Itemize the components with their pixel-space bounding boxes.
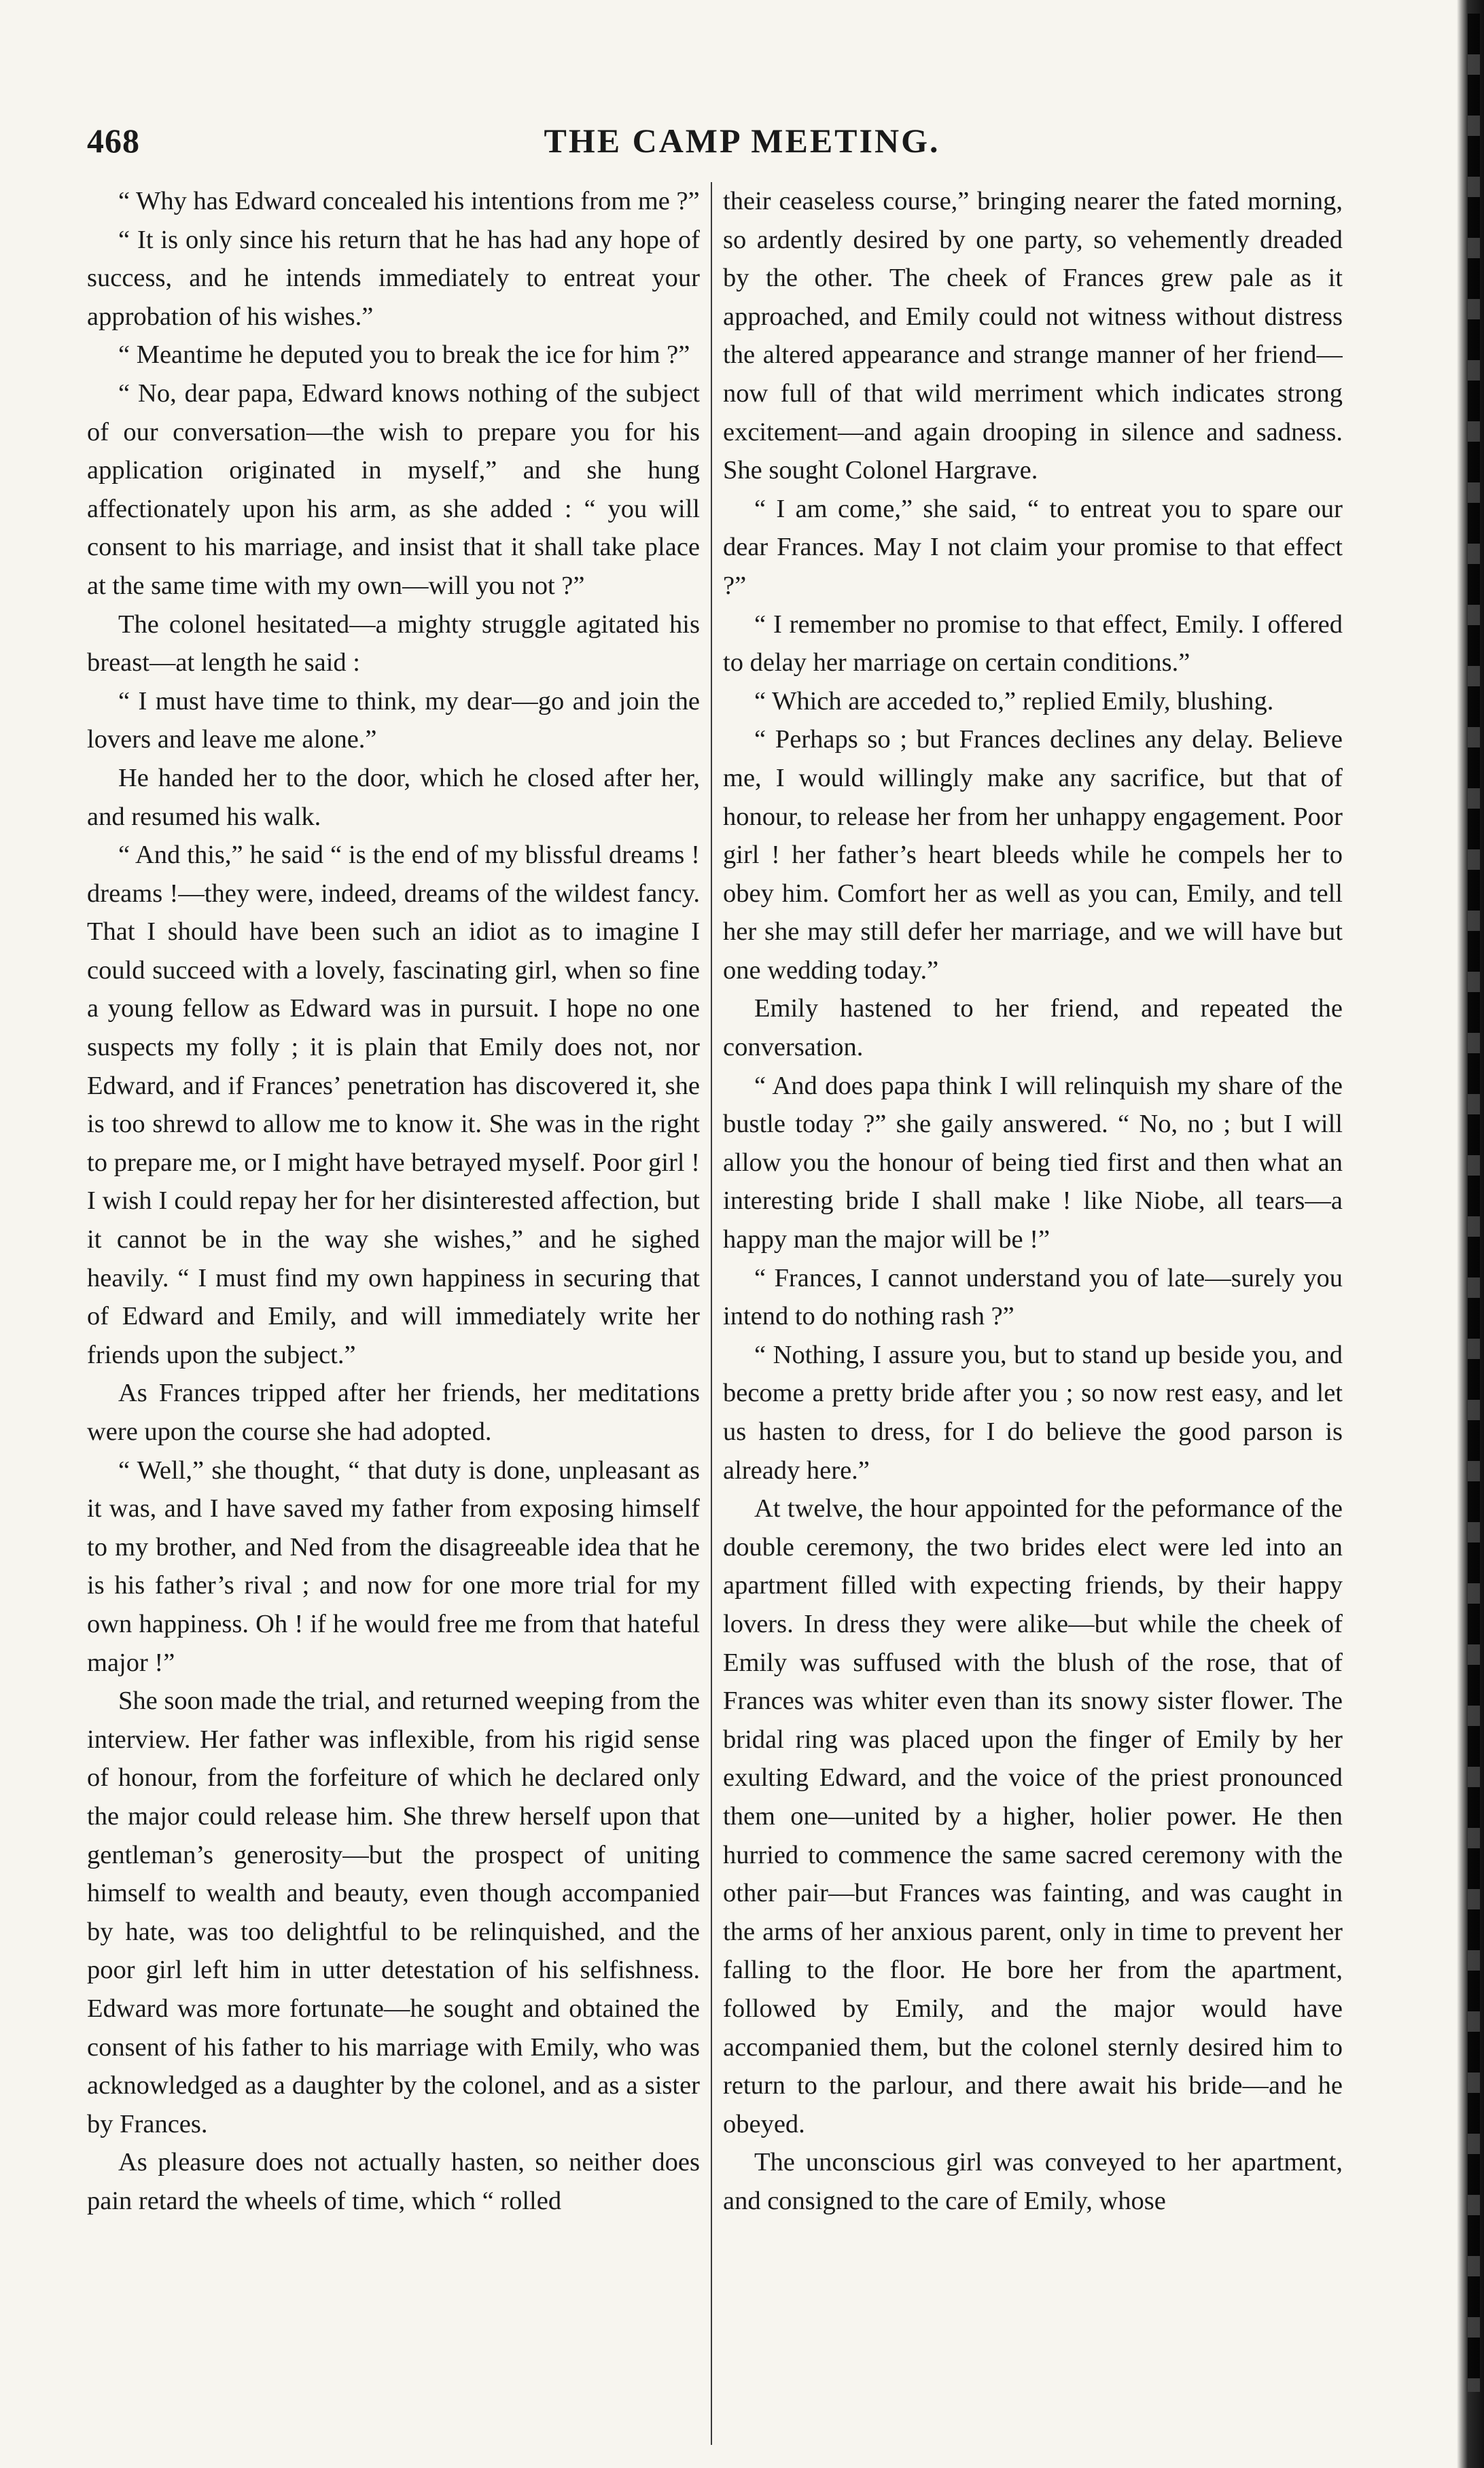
paragraph: As pleasure does not actually hasten, so neither does pain retard the wheels of time, which “ rolled xyxy=(87,2148,700,2215)
paragraph: “ Perhaps so ; but Frances declines any delay. Believe me, I would willingly make any sacrifice, but that of honour, to release her from her unhappy engagement. Poor girl ! her father’s heart bleeds while he compels her to obey him. Comfort her as well as you can, Emily, and tell her she may still defer her marriage, and we will have but one wedding today.” xyxy=(723,725,1343,985)
paragraph: “ Nothing, I assure you, but to stand up beside you, and become a pretty bride after you ; so now rest easy, and let us hasten to dress, for I do believe the good parson is already here.” xyxy=(723,1340,1343,1485)
page-number: 468 xyxy=(87,122,140,160)
paragraph: “ I remember no promise to that effect, Emily. I offered to delay her marriage on certain conditions.” xyxy=(723,610,1343,677)
paragraph: “ And does papa think I will relinquish my share of the bustle today ?” she gaily answered. “ No, no ; but I will allow you the honour of being tied first and then what an interesting bride I shall make ! like Niobe, all tears—a happy man the major will be !” xyxy=(723,1071,1343,1254)
paragraph: “ Meantime he deputed you to break the ice for him ?” xyxy=(118,340,690,370)
paragraph: At twelve, the hour appointed for the peformance of the double ceremony, the two brides elect were led into an apartment filled with expecting friends, by their happy lovers. In dress they were alike—but while the cheek of Emily was suffused with the blush of the rose, that of Frances was whiter even than its snowy sister flower. The bridal ring was placed upon the finger of Emily by her exulting Edward, and the voice of the priest pronounced them one—united by a higher, holier power. He then hurried to commence the same sacred ceremony with the other pair—but Frances was fainting, and was caught in the arms of her anxious parent, only in time to prevent her falling to the floor. He bore her from the apartment, followed by Emily, and the major would have accompanied them, but the colonel sternly desired him to return to the parlour, and there await his bride—and he obeyed. xyxy=(723,1494,1343,2138)
binding-edge xyxy=(1468,14,1480,2392)
paragraph: “ And this,” he said “ is the end of my blissful dreams ! dreams !—they were, indeed, dreams of the wildest fancy. That I should have been such an idiot as to imagine I could succeed with a lovely, fascinating girl, when so fine a young fellow as Edward was in pursuit. I hope no one suspects my folly ; it is plain that Emily does not, nor Edward, and if Frances’ penetration has discovered it, she is too shrewd to allow me to know it. She was in the right to prepare me, or I might have betrayed myself. Poor girl ! I wish I could repay her for her disinterested affection, but it cannot be in the way she wishes,” and he sighed heavily. “ I must find my own happiness in securing that of Edward and Emily, and will immediately write her friends upon the subject.” xyxy=(87,841,700,1369)
paragraph: “ No, dear papa, Edward knows nothing of the subject of our conversation—the wish to prepare you for his application originated in myself,” and she hung affectionately upon his arm, as she added : “ you will consent to his marriage, and insist that it shall take place at the same time with my own—will you not ?” xyxy=(87,378,700,600)
left-column xyxy=(87,182,700,2452)
paragraph: The unconscious girl was conveyed to her apartment, and consigned to the care of Emily, whose xyxy=(723,2148,1343,2215)
paragraph: “ Well,” she thought, “ that duty is done, unpleasant as it was, and I have saved my father from exposing himself to my brother, and Ned from the disagreeable idea that he is his father’s rival ; and now for one more trial for my own happiness. Oh ! if he would free me from that hateful major !” xyxy=(87,1456,700,1677)
paragraph: “ I am come,” she said, “ to entreat you to spare our dear Frances. May I not claim your promise to that effect ?” xyxy=(723,494,1343,600)
right-column xyxy=(723,182,1343,2452)
paragraph: She soon made the trial, and returned weeping from the interview. Her father was inflexible, from his rigid sense of honour, from the forfeiture of which he declared only the major could release him. She threw herself upon that gentleman’s generosity—but the prospect of uniting himself to wealth and beauty, even though accompanied by hate, was too delightful to be relinquished, and the poor girl left him in utter detestation of his selfishness. Edward was more fortunate—he sought and obtained the consent of his father to his marriage with Emily, who was acknowledged as a daughter by the colonel, and as a sister by Frances. xyxy=(87,1687,700,2138)
paragraph: The colonel hesitated—a mighty struggle agitated his breast—at length he said : xyxy=(87,610,700,677)
column-rule xyxy=(711,182,712,2445)
paragraph: “ Which are acceded to,” replied Emily, blushing. xyxy=(754,686,1274,716)
paragraph: As Frances tripped after her friends, her meditations were upon the course she had adopted. xyxy=(87,1379,700,1446)
paragraph: “ Why has Edward concealed his intentions from me ?” xyxy=(118,187,700,215)
paragraph: “ Frances, I cannot understand you of late—surely you intend to do nothing rash ?” xyxy=(723,1263,1343,1331)
paragraph: Emily hastened to her friend, and repeated the conversation. xyxy=(723,994,1343,1062)
running-title: THE CAMP MEETING. xyxy=(544,122,940,160)
paragraph: “ I must have time to think, my dear—go and join the lovers and leave me alone.” xyxy=(87,686,700,754)
paragraph: He handed her to the door, which he closed after her, and resumed his walk. xyxy=(87,763,700,831)
paragraph-continuation: their ceaseless course,” bringing nearer the fated morning, so ardently desired by one party, so vehemently dreaded by the other. The cheek of Frances grew pale as it approached, and Emily could not witness without distress the altered appearance and strange manner of her friend—now full of that wild merriment which indicates strong excitement—and again drooping in silence and sadness. She sought Colonel Hargrave. xyxy=(723,187,1343,485)
paragraph: “ It is only since his return that he has had any hope of success, and he intends immediately to entreat your approbation of his wishes.” xyxy=(87,225,700,331)
